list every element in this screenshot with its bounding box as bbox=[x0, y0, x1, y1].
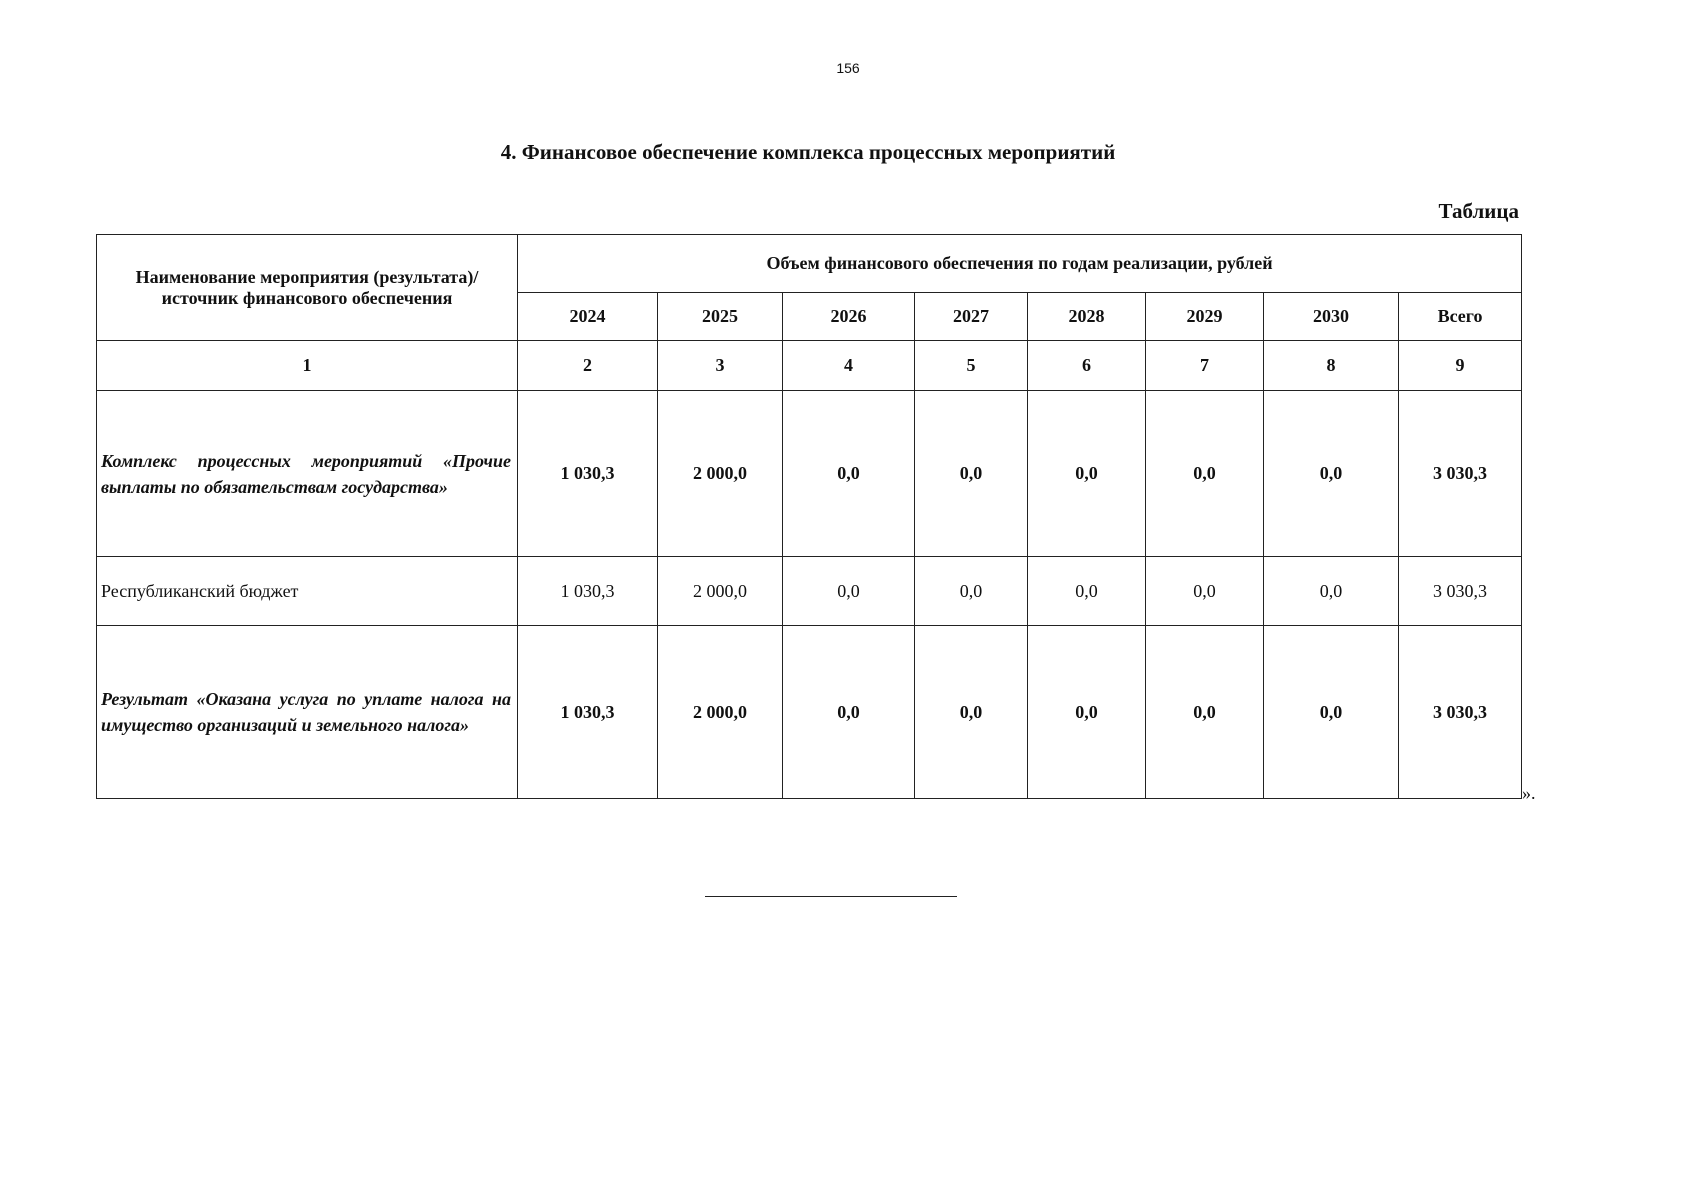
value-cell: 0,0 bbox=[1028, 626, 1146, 799]
value-cell: 0,0 bbox=[1146, 626, 1264, 799]
column-number-row bbox=[97, 341, 1522, 391]
year-cell: 2025 bbox=[658, 293, 783, 341]
column-number-cell: 1 bbox=[97, 341, 518, 391]
column-number-cell: 3 bbox=[658, 341, 783, 391]
total-cell: 3 030,3 bbox=[1399, 391, 1522, 557]
table-row bbox=[97, 557, 1522, 626]
value-cell: 0,0 bbox=[1264, 391, 1399, 557]
value-cell: 0,0 bbox=[1264, 557, 1399, 626]
financing-table bbox=[96, 234, 1522, 799]
value-cell: 0,0 bbox=[915, 557, 1028, 626]
value-cell: 0,0 bbox=[915, 626, 1028, 799]
year-cell: 2024 bbox=[518, 293, 658, 341]
total-cell: 3 030,3 bbox=[1399, 557, 1522, 626]
column-number-cell: 2 bbox=[518, 341, 658, 391]
header-row bbox=[97, 235, 1522, 293]
column-number-cell: 7 bbox=[1146, 341, 1264, 391]
page-number: 156 bbox=[836, 60, 860, 76]
value-cell: 0,0 bbox=[783, 557, 915, 626]
year-cell: 2029 bbox=[1146, 293, 1264, 341]
value-cell: 0,0 bbox=[783, 626, 915, 799]
total-cell: 3 030,3 bbox=[1399, 626, 1522, 799]
header-name-cell: Наименование мероприятия (результата)/источник финансового обеспечения bbox=[97, 235, 518, 341]
table-row bbox=[97, 391, 1522, 557]
value-cell: 0,0 bbox=[1146, 557, 1264, 626]
value-cell: 0,0 bbox=[915, 391, 1028, 557]
column-number-cell: 8 bbox=[1264, 341, 1399, 391]
closing-quote: ». bbox=[1522, 783, 1536, 803]
value-cell: 2 000,0 bbox=[658, 391, 783, 557]
value-cell: 0,0 bbox=[1264, 626, 1399, 799]
column-number-cell: 9 bbox=[1399, 341, 1522, 391]
value-cell: 1 030,3 bbox=[518, 626, 658, 799]
year-cell: 2030 bbox=[1264, 293, 1399, 341]
table-row bbox=[97, 626, 1522, 799]
value-cell: 1 030,3 bbox=[518, 557, 658, 626]
year-cell: 2026 bbox=[783, 293, 915, 341]
column-number-cell: 6 bbox=[1028, 341, 1146, 391]
value-cell: 2 000,0 bbox=[658, 626, 783, 799]
row-name-cell: Комплекс процессных мероприятий «Прочие выплаты по обязательствам государства» bbox=[97, 391, 518, 557]
section-title: 4. Финансовое обеспечение комплекса процессных мероприятий bbox=[500, 140, 1116, 164]
column-number-cell: 4 bbox=[783, 341, 915, 391]
value-cell: 0,0 bbox=[783, 391, 915, 557]
header-volume-cell: Объем финансового обеспечения по годам реализации, рублей bbox=[518, 235, 1522, 293]
column-number-cell: 5 bbox=[915, 341, 1028, 391]
row-name-cell: Республиканский бюджет bbox=[97, 557, 518, 626]
year-cell: 2027 bbox=[915, 293, 1028, 341]
total-header-cell: Всего bbox=[1399, 293, 1522, 341]
value-cell: 0,0 bbox=[1028, 391, 1146, 557]
value-cell: 1 030,3 bbox=[518, 391, 658, 557]
row-name-cell: Результат «Оказана услуга по уплате налога на имущество организаций и земельного налога» bbox=[97, 626, 518, 799]
value-cell: 0,0 bbox=[1146, 391, 1264, 557]
footer-rule bbox=[705, 896, 957, 897]
table-caption: Таблица bbox=[1438, 199, 1519, 223]
value-cell: 2 000,0 bbox=[658, 557, 783, 626]
value-cell: 0,0 bbox=[1028, 557, 1146, 626]
year-cell: 2028 bbox=[1028, 293, 1146, 341]
